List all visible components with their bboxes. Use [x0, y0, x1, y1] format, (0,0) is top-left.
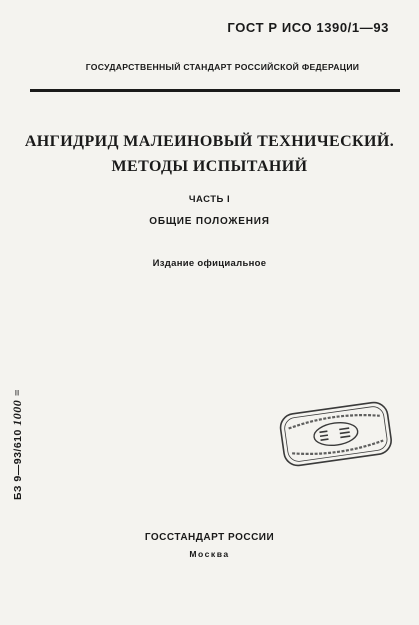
state-standard-heading: ГОСУДАРСТВЕННЫЙ СТАНДАРТ РОССИЙСКОЙ ФЕДЕРАЦИИ	[85, 62, 360, 72]
library-stamp-icon	[276, 400, 396, 470]
document-title-line-1: АНГИДРИД МАЛЕИНОВЫЙ ТЕХНИЧЕСКИЙ.	[24, 133, 395, 150]
handwritten-count: 1000 =	[10, 388, 24, 426]
part-title: ОБЩИЕ ПОЛОЖЕНИЯ	[149, 216, 270, 227]
side-registration-code	[10, 389, 25, 500]
registration-code: БЗ 9—93/610	[12, 429, 24, 500]
edition-note: Издание официальное	[152, 258, 267, 269]
horizontal-rule	[30, 89, 400, 92]
standard-number: ГОСТ Р ИСО 1390/1—93	[227, 20, 389, 35]
publication-city: Москва	[189, 549, 230, 559]
part-label: ЧАСТЬ I	[188, 194, 231, 205]
publisher: ГОССТАНДАРТ РОССИИ	[144, 532, 275, 543]
document-title-line-2: МЕТОДЫ ИСПЫТАНИЙ	[111, 158, 308, 175]
